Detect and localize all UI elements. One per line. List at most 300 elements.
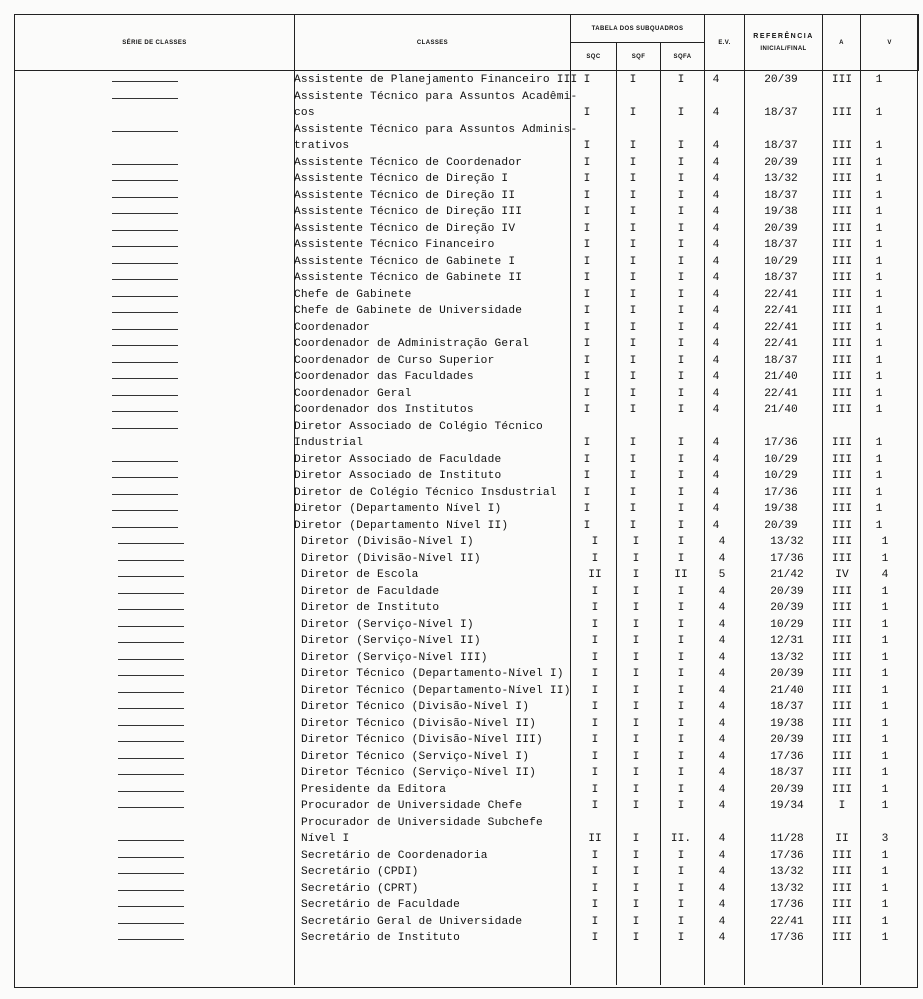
table-row — [14, 320, 918, 337]
sqc-cell: I — [591, 783, 599, 796]
referencia-cell: 22/41 — [764, 288, 798, 301]
ev-cell: 4 — [712, 305, 720, 317]
ev-cell: 4 — [718, 882, 726, 895]
sqc-cell: I — [591, 602, 599, 614]
serie-blank-line — [112, 263, 178, 264]
sqf-cell: I — [632, 552, 640, 565]
sqc-cell: I — [583, 519, 591, 532]
class-name-cell: Chefe de Gabinete de Universidade — [294, 305, 523, 317]
a-cell: III — [831, 338, 853, 350]
referencia-cell: 17/36 — [764, 437, 798, 449]
a-cell: III — [831, 354, 853, 367]
class-name-cell: Assistente de Planejamento Financeiro III — [294, 74, 578, 86]
ev-cell: 4 — [718, 734, 726, 746]
referencia-cell: 12/31 — [770, 635, 804, 647]
serie-blank-line — [118, 642, 184, 643]
serie-blank-line — [112, 180, 178, 181]
v-cell: 1 — [881, 635, 889, 647]
table-row — [14, 584, 918, 601]
ev-cell: 4 — [718, 750, 726, 763]
serie-blank-line — [112, 131, 178, 132]
serie-blank-line — [118, 890, 184, 891]
table-row — [14, 155, 918, 172]
a-cell: III — [831, 107, 853, 119]
serie-blank-line — [112, 411, 178, 412]
sqc-cell: II — [588, 833, 602, 845]
a-cell: IV — [835, 569, 849, 581]
class-name-cell: Industrial — [294, 437, 364, 449]
a-cell: III — [831, 684, 853, 697]
table-row — [14, 353, 918, 370]
class-name-cell: Procurador de Universidade Subchefe — [301, 816, 543, 829]
serie-blank-line — [118, 560, 184, 561]
referencia-cell: 20/39 — [770, 602, 804, 614]
serie-blank-line — [112, 98, 178, 99]
serie-blank-line — [112, 312, 178, 313]
sqf-cell: I — [632, 882, 640, 895]
referencia-cell: 17/36 — [770, 849, 804, 862]
ev-cell: 4 — [712, 156, 720, 169]
class-name-cell: Coordenador de Administração Geral — [294, 338, 530, 350]
sqfa-cell: I — [677, 305, 685, 317]
serie-blank-line — [118, 857, 184, 858]
sqf-cell: I — [632, 734, 640, 746]
sqf-cell: I — [632, 569, 640, 581]
a-cell: III — [831, 899, 853, 911]
class-name-cell: Diretor Técnico (Divisão-Nível III) — [301, 734, 543, 746]
class-name-cell: Diretor (Departamento Nível II) — [294, 519, 509, 532]
v-cell: 1 — [875, 354, 883, 367]
a-cell: II — [835, 833, 849, 845]
ev-cell: 4 — [718, 651, 726, 664]
table-row — [14, 204, 918, 221]
sqfa-cell: I — [677, 536, 685, 548]
sqc-cell: I — [591, 767, 599, 779]
referencia-cell: 18/37 — [764, 272, 798, 284]
a-cell: III — [831, 437, 853, 449]
v-cell: 1 — [881, 899, 889, 911]
sqfa-cell: I — [677, 552, 685, 565]
sqf-cell: I — [632, 849, 640, 862]
serie-blank-line — [118, 543, 184, 544]
serie-blank-line — [118, 923, 184, 924]
ev-cell: 4 — [718, 915, 726, 928]
sqf-cell: I — [632, 701, 640, 713]
sqf-cell: I — [632, 866, 640, 878]
sqc-cell: I — [583, 206, 591, 218]
serie-blank-line — [118, 741, 184, 742]
sqfa-cell: I — [677, 354, 685, 367]
class-name-cell: Assistente Técnico de Gabinete II — [294, 272, 523, 284]
table-row — [14, 551, 918, 568]
a-cell: III — [831, 272, 853, 284]
referencia-cell: 18/37 — [764, 107, 798, 119]
ev-cell: 4 — [712, 206, 720, 218]
sqc-cell: I — [591, 882, 599, 895]
ev-cell: 4 — [712, 354, 720, 367]
sqfa-cell: I — [677, 437, 685, 449]
sqc-cell: I — [591, 585, 599, 598]
ev-cell: 4 — [712, 519, 720, 532]
sqfa-cell: I — [677, 371, 685, 383]
serie-blank-line — [118, 708, 184, 709]
v-cell: 1 — [881, 783, 889, 796]
ev-cell: 4 — [712, 486, 720, 499]
a-cell: III — [831, 552, 853, 565]
sqfa-cell: I — [677, 206, 685, 218]
a-cell: III — [831, 734, 853, 746]
sqf-cell: I — [629, 288, 637, 301]
referencia-cell: 10/29 — [764, 470, 798, 482]
class-name-cell: Procurador de Universidade Chefe — [301, 800, 523, 812]
sqf-cell: I — [632, 618, 640, 631]
sqc-cell: I — [591, 915, 599, 928]
v-cell: 1 — [875, 189, 883, 202]
v-cell: 1 — [875, 140, 883, 152]
header-referencia — [745, 15, 823, 71]
serie-blank-line — [118, 758, 184, 759]
table-row — [14, 122, 918, 139]
serie-blank-line — [118, 906, 184, 907]
class-name-cell: Diretor de Faculdade — [301, 585, 440, 598]
ev-cell: 4 — [718, 800, 726, 812]
v-cell: 1 — [875, 222, 883, 235]
class-name-cell: Diretor Técnico (Departamento-Nível II) — [301, 684, 571, 697]
ev-cell: 4 — [718, 866, 726, 878]
referencia-cell: 18/37 — [764, 189, 798, 202]
sqc-cell: I — [591, 552, 599, 565]
header-referencia-line1: REFERÊNCIA — [753, 32, 814, 40]
v-cell: 1 — [875, 321, 883, 334]
class-name-cell: Assistente Técnico de Direção I — [294, 173, 509, 185]
sqc-cell: I — [583, 470, 591, 482]
table-row — [14, 287, 918, 304]
sqfa-cell: I — [677, 635, 685, 647]
header-referencia-line2: INICIAL/FINAL — [760, 45, 807, 52]
sqfa-cell: I — [677, 222, 685, 235]
sqf-cell: I — [629, 107, 637, 119]
sqfa-cell: I — [677, 915, 685, 928]
v-cell: 1 — [881, 651, 889, 664]
table-row — [14, 798, 918, 815]
class-name-cell: Diretor (Divisão-Nível I) — [301, 536, 474, 548]
table-row — [14, 914, 918, 931]
sqfa-cell: I — [677, 189, 685, 202]
sqfa-cell: I — [677, 453, 685, 466]
sqfa-cell: I — [677, 519, 685, 532]
serie-blank-line — [118, 873, 184, 874]
v-cell: 1 — [881, 618, 889, 631]
sqc-cell: I — [591, 536, 599, 548]
table-row — [14, 567, 918, 584]
ev-cell: 4 — [712, 503, 720, 515]
referencia-cell: 11/28 — [770, 833, 804, 845]
referencia-cell: 17/36 — [770, 750, 804, 763]
ev-cell: 4 — [718, 849, 726, 862]
class-name-cell: Assistente Técnico para Assuntos Acadêmi- — [294, 90, 578, 103]
header-serie-de-classes: SÉRIE DE CLASSES — [15, 15, 295, 71]
a-cell: III — [831, 486, 853, 499]
class-name-cell: Coordenador dos Institutos — [294, 404, 474, 416]
table-row — [14, 617, 918, 634]
serie-blank-line — [112, 279, 178, 280]
sqc-cell: I — [591, 651, 599, 664]
sqf-cell: I — [629, 239, 637, 251]
sqf-cell: I — [629, 206, 637, 218]
table-row — [14, 831, 918, 848]
table-row — [14, 699, 918, 716]
sqfa-cell: I — [677, 74, 685, 86]
a-cell: III — [831, 668, 853, 680]
ev-cell: 4 — [712, 338, 720, 350]
serie-blank-line — [112, 81, 178, 82]
sqc-cell: I — [583, 288, 591, 301]
referencia-cell: 17/36 — [764, 486, 798, 499]
class-name-cell: Secretário de Instituto — [301, 932, 461, 944]
ev-cell: 4 — [712, 239, 720, 251]
v-cell: 3 — [881, 833, 889, 845]
a-cell: III — [831, 882, 853, 895]
v-cell: 1 — [875, 288, 883, 301]
v-cell: 1 — [875, 239, 883, 251]
header-ev: E.V. — [705, 15, 745, 71]
v-cell: 1 — [875, 107, 883, 119]
table-row — [14, 930, 918, 947]
serie-blank-line — [118, 774, 184, 775]
v-cell: 1 — [881, 684, 889, 697]
referencia-cell: 18/37 — [770, 701, 804, 713]
table-row — [14, 485, 918, 502]
sqf-cell: I — [632, 635, 640, 647]
sqf-cell: I — [629, 470, 637, 482]
ev-cell: 4 — [712, 189, 720, 202]
ev-cell: 4 — [718, 536, 726, 548]
sqf-cell: I — [632, 833, 640, 845]
sqc-cell: I — [591, 849, 599, 862]
sqfa-cell: I — [677, 882, 685, 895]
class-name-cell: Secretário (CPRT) — [301, 882, 419, 895]
ev-cell: 4 — [712, 437, 720, 449]
referencia-cell: 13/32 — [770, 882, 804, 895]
referencia-cell: 18/37 — [770, 767, 804, 779]
sqc-cell: I — [583, 156, 591, 169]
table-row — [14, 683, 918, 700]
serie-blank-line — [118, 692, 184, 693]
class-name-cell: Assistente Técnico de Direção IV — [294, 222, 516, 235]
table-row — [14, 749, 918, 766]
sqc-cell: I — [583, 222, 591, 235]
class-name-cell: Assistente Técnico de Gabinete I — [294, 255, 516, 268]
table-row — [14, 336, 918, 353]
v-cell: 1 — [875, 371, 883, 383]
class-name-cell: Presidente da Editora — [301, 783, 447, 796]
header-sqfa: SQFA — [661, 43, 705, 71]
sqc-cell: I — [591, 684, 599, 697]
table-row — [14, 254, 918, 271]
sqc-cell: I — [583, 140, 591, 152]
sqc-cell: I — [583, 437, 591, 449]
ev-cell: 4 — [718, 552, 726, 565]
sqfa-cell: I — [677, 651, 685, 664]
class-name-cell: Secretário (CPDI) — [301, 866, 419, 878]
class-name-cell: Assistente Técnico de Direção III — [294, 206, 523, 218]
sqf-cell: I — [629, 272, 637, 284]
referencia-cell: 22/41 — [764, 305, 798, 317]
table-row — [14, 732, 918, 749]
sqc-cell: I — [591, 701, 599, 713]
sqc-cell: I — [591, 866, 599, 878]
sqc-cell: I — [583, 371, 591, 383]
a-cell: III — [831, 288, 853, 301]
sqc-cell: II — [588, 569, 602, 581]
class-name-cell: Coordenador — [294, 321, 371, 334]
sqfa-cell: I — [677, 272, 685, 284]
v-cell: 1 — [881, 701, 889, 713]
sqc-cell: I — [583, 74, 591, 86]
referencia-cell: 22/41 — [764, 387, 798, 400]
referencia-cell: 21/40 — [770, 684, 804, 697]
ev-cell: 4 — [712, 140, 720, 152]
table-row — [14, 303, 918, 320]
table-row — [14, 72, 918, 89]
sqfa-cell: I — [677, 767, 685, 779]
sqf-cell: I — [632, 915, 640, 928]
class-name-cell: Diretor (Serviço-Nível II) — [301, 635, 481, 647]
header-tabela-subquadros: TABELA DOS SUBQUADROS — [571, 15, 705, 43]
sqfa-cell: I — [677, 387, 685, 400]
table-row — [14, 435, 918, 452]
sqc-cell: I — [591, 800, 599, 812]
v-cell: 1 — [875, 272, 883, 284]
ev-cell: 4 — [712, 255, 720, 268]
table-row — [14, 600, 918, 617]
a-cell: III — [831, 915, 853, 928]
a-cell: III — [831, 156, 853, 169]
class-name-cell: Coordenador Geral — [294, 387, 412, 400]
class-name-cell: Assistente Técnico para Assuntos Adminis- — [294, 123, 578, 136]
a-cell: III — [831, 767, 853, 779]
v-cell: 1 — [875, 173, 883, 185]
table-row — [14, 782, 918, 799]
referencia-cell: 10/29 — [770, 618, 804, 631]
sqf-cell: I — [629, 156, 637, 169]
class-name-cell: Diretor de Colégio Técnico Insdustrial — [294, 486, 557, 499]
sqc-cell: I — [591, 618, 599, 631]
ev-cell: 4 — [718, 767, 726, 779]
serie-blank-line — [112, 477, 178, 478]
table-row — [14, 89, 918, 106]
serie-blank-line — [112, 345, 178, 346]
ev-cell: 4 — [712, 272, 720, 284]
v-cell: 1 — [875, 453, 883, 466]
a-cell: III — [831, 585, 853, 598]
sqc-cell: I — [591, 750, 599, 763]
sqc-cell: I — [591, 899, 599, 911]
sqc-cell: I — [583, 305, 591, 317]
a-cell: III — [831, 635, 853, 647]
sqfa-cell: I — [677, 239, 685, 251]
referencia-cell: 20/39 — [764, 519, 798, 532]
v-cell: 1 — [881, 552, 889, 565]
table-row — [14, 881, 918, 898]
sqc-cell: I — [583, 354, 591, 367]
sqfa-cell: I — [677, 288, 685, 301]
serie-blank-line — [118, 725, 184, 726]
a-cell: III — [831, 74, 853, 86]
ev-cell: 4 — [712, 222, 720, 235]
class-name-cell: Diretor Técnico (Serviço-Nível I) — [301, 750, 530, 763]
sqfa-cell: I — [677, 750, 685, 763]
class-name-cell: Secretário de Faculdade — [301, 899, 461, 911]
sqf-cell: I — [632, 668, 640, 680]
a-cell: III — [831, 321, 853, 334]
sqfa-cell: I — [677, 338, 685, 350]
sqf-cell: I — [629, 404, 637, 416]
a-cell: III — [831, 750, 853, 763]
a-cell: III — [831, 536, 853, 548]
sqf-cell: I — [632, 899, 640, 911]
sqf-cell: I — [629, 255, 637, 268]
a-cell: III — [831, 701, 853, 713]
referencia-cell: 19/38 — [764, 206, 798, 218]
serie-blank-line — [112, 329, 178, 330]
sqf-cell: I — [632, 783, 640, 796]
table-row — [14, 171, 918, 188]
referencia-cell: 19/38 — [764, 503, 798, 515]
sqf-cell: I — [629, 486, 637, 499]
ev-cell: 4 — [712, 470, 720, 482]
table-row — [14, 518, 918, 535]
v-cell: 1 — [875, 437, 883, 449]
table-row — [14, 419, 918, 436]
referencia-cell: 17/36 — [770, 899, 804, 911]
header-v: V — [861, 15, 919, 71]
header-a: A — [823, 15, 861, 71]
class-name-cell: Diretor de Instituto — [301, 602, 440, 614]
ev-cell: 4 — [718, 932, 726, 944]
referencia-cell: 20/39 — [770, 734, 804, 746]
sqc-cell: I — [583, 338, 591, 350]
serie-blank-line — [118, 576, 184, 577]
sqc-cell: I — [583, 173, 591, 185]
referencia-cell: 20/39 — [764, 222, 798, 235]
ev-cell: 4 — [718, 635, 726, 647]
sqf-cell: I — [629, 503, 637, 515]
referencia-cell: 20/39 — [770, 668, 804, 680]
v-cell: 1 — [875, 74, 883, 86]
sqf-cell: I — [632, 932, 640, 944]
serie-blank-line — [112, 378, 178, 379]
a-cell: III — [831, 783, 853, 796]
referencia-cell: 21/40 — [764, 404, 798, 416]
table-row — [14, 452, 918, 469]
class-name-cell: Nível I — [301, 833, 350, 845]
v-cell: 1 — [881, 717, 889, 730]
a-cell: III — [831, 849, 853, 862]
class-name-cell: Coordenador de Curso Superior — [294, 354, 495, 367]
a-cell: III — [831, 503, 853, 515]
ev-cell: 4 — [712, 107, 720, 119]
ev-cell: 4 — [718, 833, 726, 845]
sqc-cell: I — [591, 734, 599, 746]
sqfa-cell: I — [677, 585, 685, 598]
referencia-cell: 20/39 — [764, 74, 798, 86]
class-name-cell: Assistente Técnico de Direção II — [294, 189, 516, 202]
v-cell: 1 — [875, 519, 883, 532]
table-row — [14, 270, 918, 287]
a-cell: III — [831, 239, 853, 251]
table-row — [14, 848, 918, 865]
